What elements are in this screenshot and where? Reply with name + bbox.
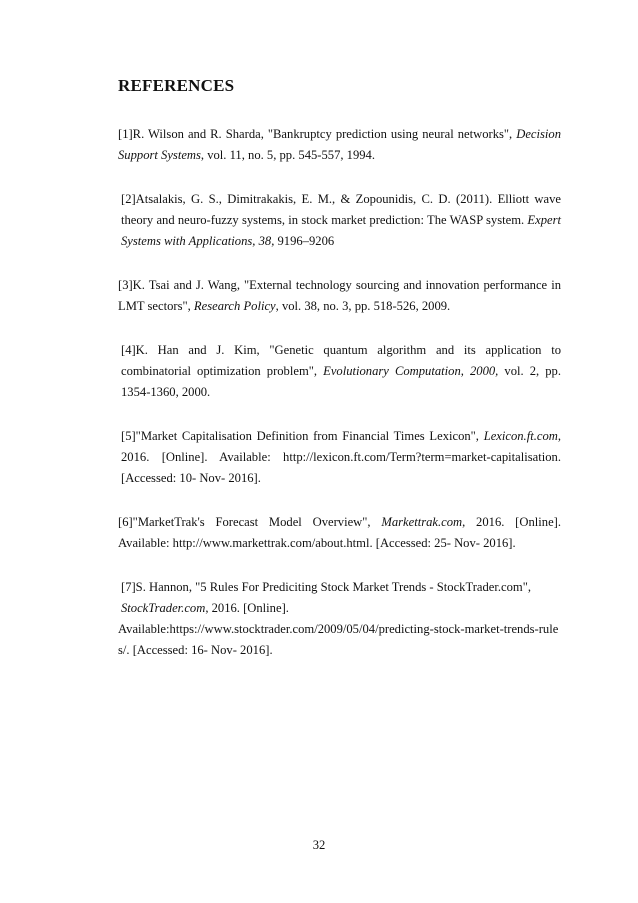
reference-7-details: , 2016. [Online]. bbox=[205, 601, 289, 615]
reference-4-source: Evolutionary Computation, 2000, bbox=[323, 364, 499, 378]
reference-2 bbox=[118, 189, 561, 252]
reference-4-text: [4]K. Han and J. Kim, "Genetic quantum algorithm and its application to combinatorial optimization problem", bbox=[121, 343, 561, 378]
reference-7 bbox=[118, 577, 561, 619]
reference-5 bbox=[118, 426, 561, 489]
reference-3-source: Research Policy bbox=[193, 299, 276, 313]
reference-4-details: vol. 2, pp. 1354-1360, 2000. bbox=[121, 364, 561, 399]
reference-5-details: , 2016. [Online]. Available: http://lexicon.ft.com/Term?term=market-capitalisation. [Accessed: 10- Nov- 2016]. bbox=[121, 429, 561, 485]
reference-1 bbox=[118, 124, 561, 166]
reference-6 bbox=[118, 512, 561, 554]
references-heading: REFERENCES bbox=[118, 76, 235, 95]
reference-1-source: Decision Support Systems bbox=[118, 127, 561, 162]
reference-4 bbox=[118, 340, 561, 403]
reference-5-text: [5]"Market Capitalisation Definition from Financial Times Lexicon", bbox=[121, 429, 484, 443]
reference-7-text: [7]S. Hannon, "5 Rules For Prediciting Stock Market Trends - StockTrader.com", bbox=[121, 580, 531, 594]
reference-list bbox=[118, 124, 561, 661]
reference-6-source: Markettrak.com bbox=[381, 515, 463, 529]
page-number: 32 bbox=[312, 838, 326, 852]
reference-1-text: [1]R. Wilson and R. Sharda, "Bankruptcy prediction using neural networks", bbox=[118, 127, 517, 141]
reference-5-source: Lexicon.ft.com bbox=[483, 429, 558, 443]
reference-7-availability bbox=[118, 619, 561, 661]
reference-6-text: [6]"MarketTrak's Forecast Model Overview", bbox=[118, 515, 382, 529]
reference-1-details: , vol. 11, no. 5, pp. 545-557, 1994. bbox=[200, 148, 375, 162]
reference-2-text: [2]Atsalakis, G. S., Dimitrakakis, E. M., & Zopounidis, C. D. (2011). Elliott wave theory and neuro-fuzzy systems, in stock market prediction: The WASP system. bbox=[121, 192, 561, 227]
reference-3-text: [3]K. Tsai and J. Wang, "External technology sourcing and innovation performance in LMT sectors", bbox=[118, 278, 561, 313]
reference-3 bbox=[118, 275, 561, 317]
reference-7-source: StockTrader.com bbox=[121, 601, 206, 615]
reference-2-details: 9196–9206 bbox=[274, 234, 335, 248]
reference-3-details: , vol. 38, no. 3, pp. 518-526, 2009. bbox=[275, 299, 451, 313]
reference-7-url: Available:https://www.stocktrader.com/2009/05/04/predicting-stock-market-trends-rules/. [Accessed: 16- Nov- 2016]. bbox=[118, 622, 559, 657]
reference-2-source: Expert Systems with Applications, 38, bbox=[121, 213, 561, 248]
reference-6-details: , 2016. [Online]. Available: http://www.markettrak.com/about.html. [Accessed: 25- Nov- 2016]. bbox=[118, 515, 561, 550]
